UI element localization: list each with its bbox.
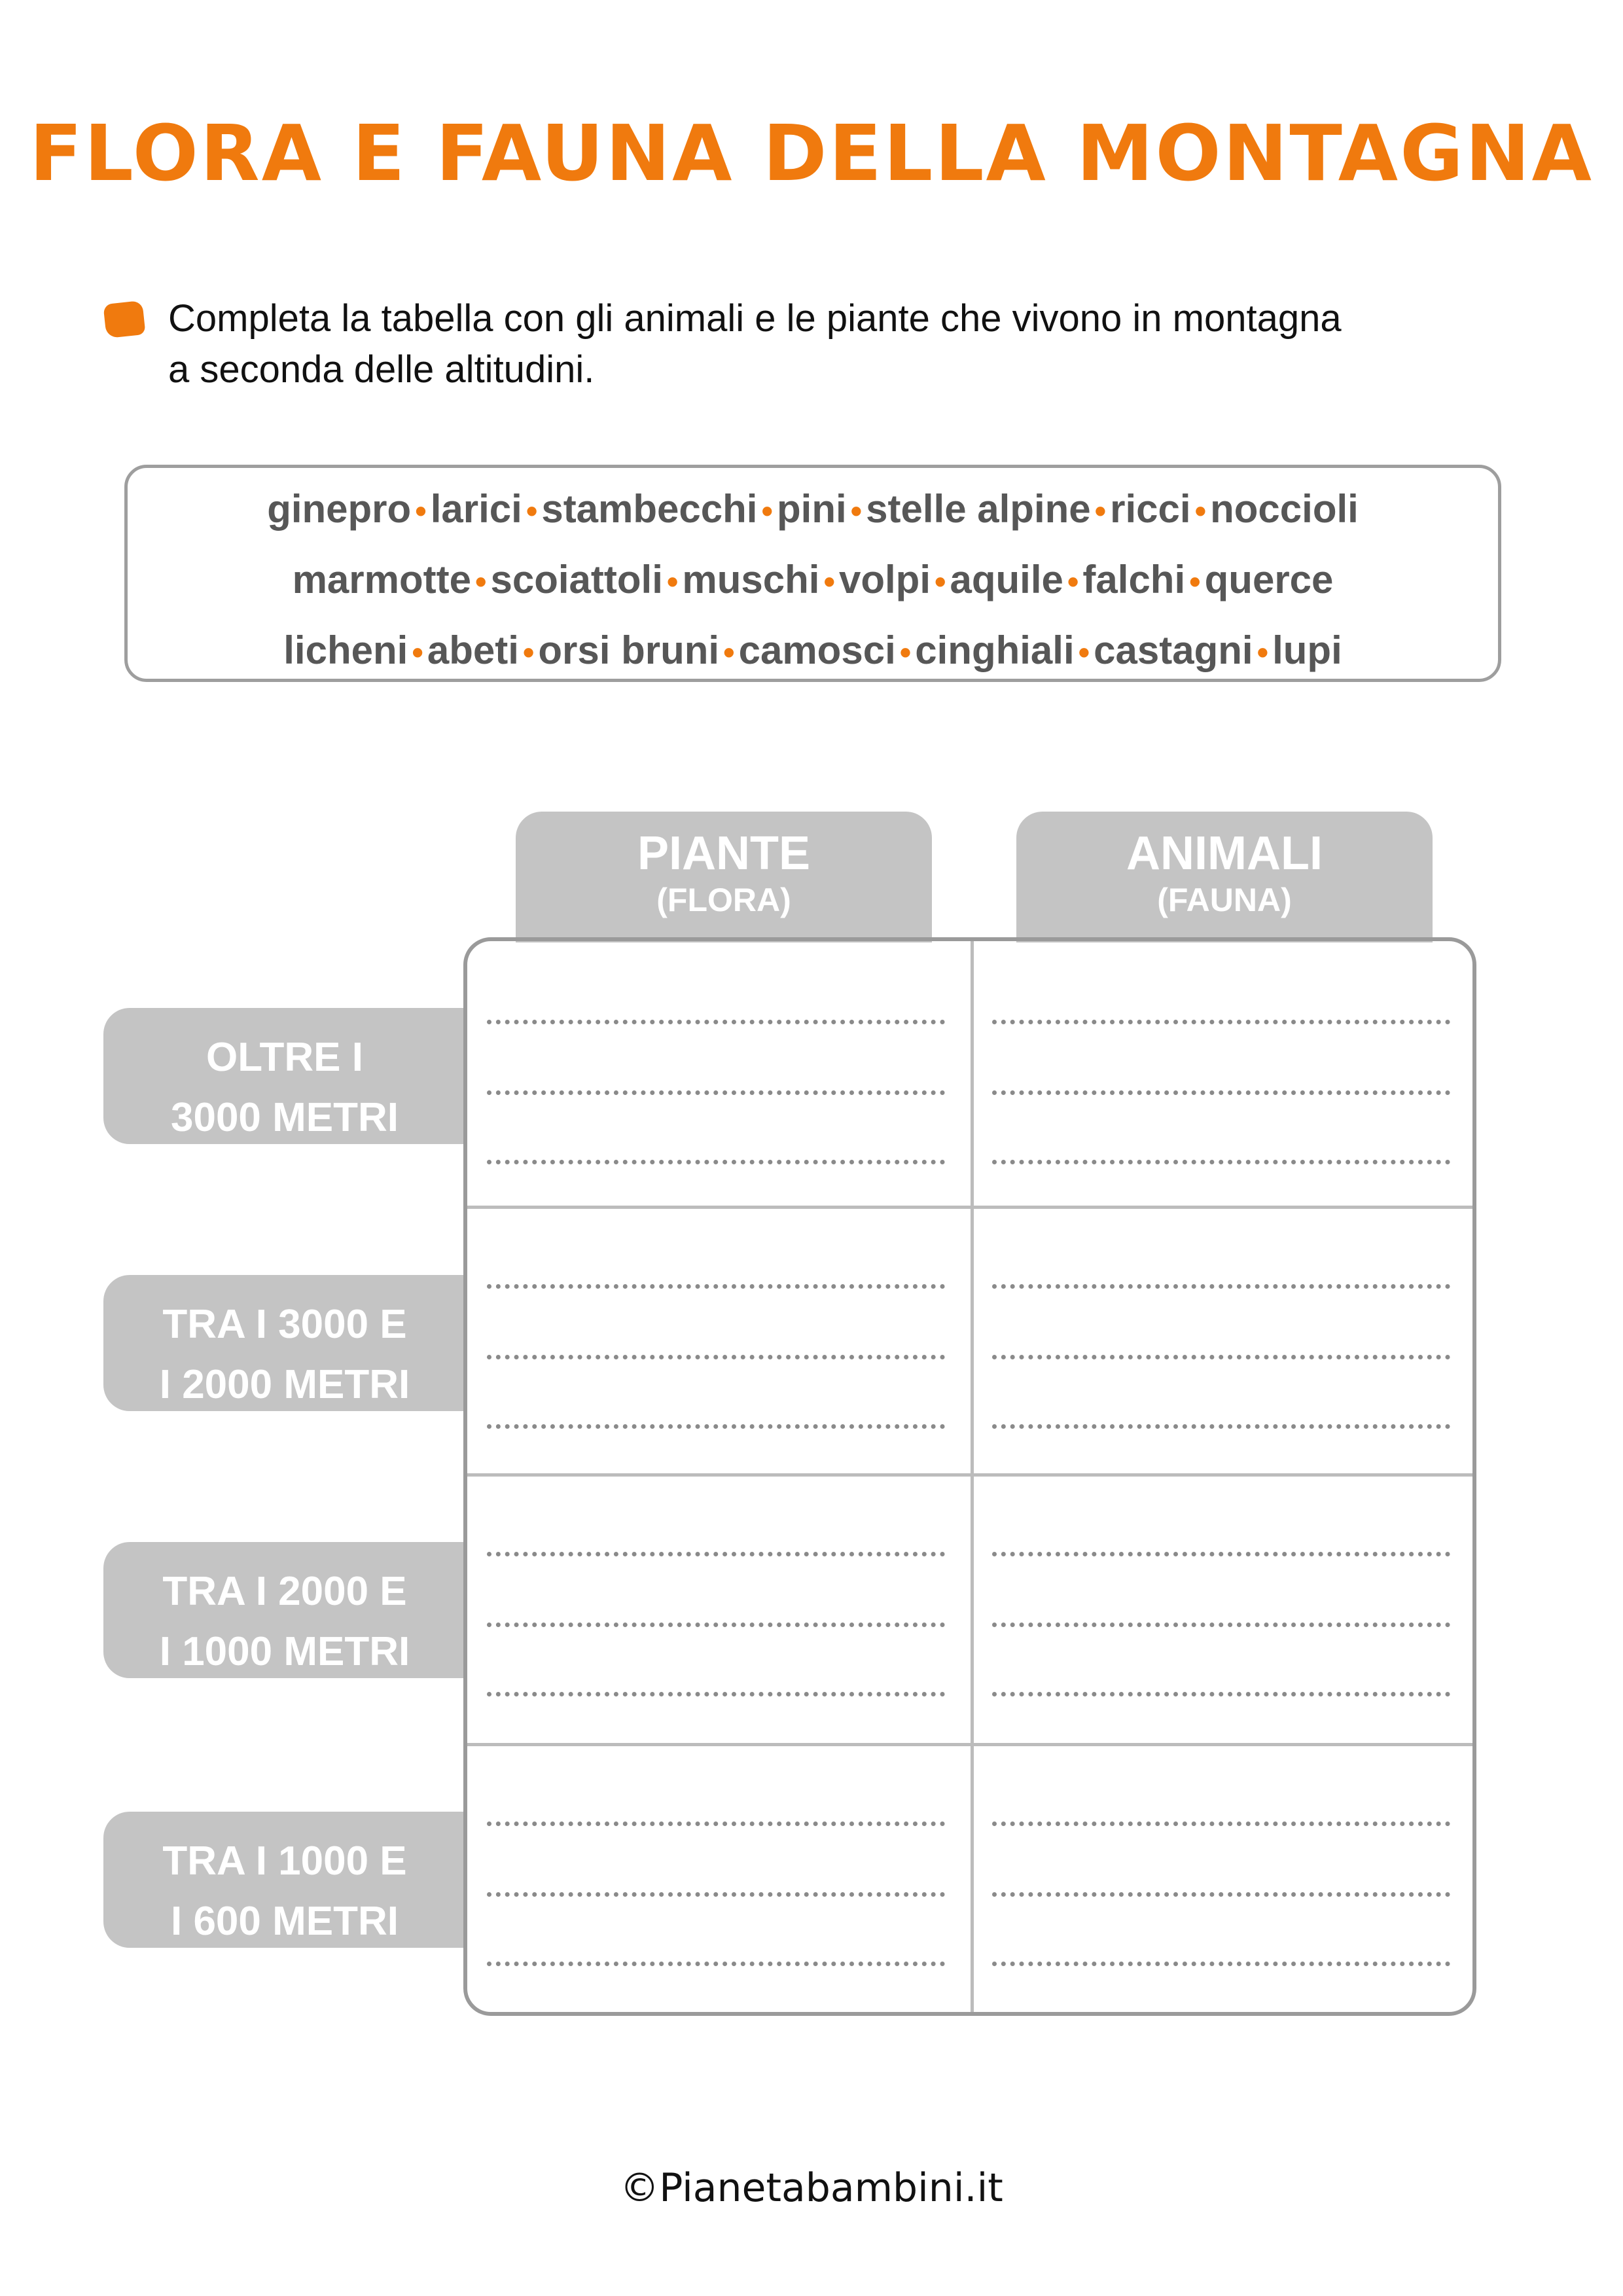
writing-line-input[interactable] bbox=[487, 1355, 945, 1359]
separator-dot-icon: • bbox=[666, 564, 679, 600]
word: ricci bbox=[1110, 487, 1191, 531]
word: lupi bbox=[1272, 628, 1342, 672]
separator-dot-icon: • bbox=[415, 493, 427, 529]
separator-dot-icon: • bbox=[412, 634, 423, 671]
separator-dot-icon: • bbox=[1094, 493, 1107, 529]
word-bank-line-1 bbox=[128, 486, 1498, 531]
row-label-line: TRA I 1000 E bbox=[162, 1839, 407, 1884]
writing-line-input[interactable] bbox=[487, 1020, 945, 1024]
word: orsi bruni bbox=[538, 628, 720, 672]
separator-dot-icon: • bbox=[823, 564, 835, 600]
separator-dot-icon: • bbox=[1067, 564, 1079, 600]
row-label-1000-600 bbox=[103, 1812, 466, 1948]
row-label-3000-2000 bbox=[103, 1275, 466, 1411]
writing-line-input[interactable] bbox=[992, 1355, 1450, 1359]
writing-line-input[interactable] bbox=[992, 1424, 1450, 1429]
row-divider bbox=[467, 1473, 1472, 1477]
writing-line-input[interactable] bbox=[992, 1552, 1450, 1556]
writing-line-input[interactable] bbox=[487, 1284, 945, 1289]
instruction-line-2: a seconda delle altitudini. bbox=[168, 348, 595, 391]
writing-line-input[interactable] bbox=[487, 1892, 945, 1897]
separator-dot-icon: • bbox=[723, 634, 735, 671]
word: licheni bbox=[283, 628, 408, 672]
word: scoiattoli bbox=[490, 558, 663, 601]
column-title: ANIMALI bbox=[1126, 827, 1323, 880]
row-label-line: I 2000 METRI bbox=[159, 1362, 410, 1407]
writing-line-input[interactable] bbox=[992, 1692, 1450, 1696]
word: camosci bbox=[738, 628, 896, 672]
word-bank-line-2 bbox=[128, 557, 1498, 602]
writing-line-input[interactable] bbox=[487, 1692, 945, 1696]
writing-line-input[interactable] bbox=[992, 1160, 1450, 1164]
word: marmotte bbox=[292, 558, 471, 601]
footer-copyright: ©Pianetabambini.it bbox=[620, 2165, 1003, 2211]
column-header-flora bbox=[516, 812, 932, 942]
word: querce bbox=[1204, 558, 1334, 601]
row-label-line: I 600 METRI bbox=[171, 1899, 399, 1944]
row-label-line: I 1000 METRI bbox=[159, 1629, 410, 1674]
separator-dot-icon: • bbox=[850, 493, 863, 529]
row-label-line: TRA I 3000 E bbox=[162, 1302, 407, 1347]
row-label-2000-1000 bbox=[103, 1542, 466, 1678]
column-header-fauna bbox=[1016, 812, 1433, 942]
separator-dot-icon: • bbox=[761, 493, 773, 529]
answer-grid bbox=[463, 937, 1476, 2016]
word: noccioli bbox=[1210, 487, 1359, 531]
writing-line-input[interactable] bbox=[992, 1892, 1450, 1897]
instruction-text bbox=[168, 293, 1543, 395]
writing-line-input[interactable] bbox=[992, 1284, 1450, 1289]
word: larici bbox=[430, 487, 522, 531]
separator-dot-icon: • bbox=[1078, 634, 1090, 671]
separator-dot-icon: • bbox=[474, 564, 487, 600]
word: cinghiali bbox=[915, 628, 1075, 672]
row-label-line: OLTRE I bbox=[206, 1035, 363, 1080]
writing-line-input[interactable] bbox=[992, 1821, 1450, 1826]
separator-dot-icon: • bbox=[1189, 564, 1201, 600]
separator-dot-icon: • bbox=[526, 493, 538, 529]
word: stambecchi bbox=[541, 487, 758, 531]
word-bank-line-3 bbox=[128, 628, 1498, 673]
separator-dot-icon: • bbox=[899, 634, 912, 671]
word: muschi bbox=[682, 558, 820, 601]
column-divider bbox=[971, 941, 974, 2012]
writing-line-input[interactable] bbox=[487, 1160, 945, 1164]
column-subtitle: (FAUNA) bbox=[1157, 882, 1292, 918]
column-subtitle: (FLORA) bbox=[656, 882, 791, 918]
separator-dot-icon: • bbox=[1194, 493, 1207, 529]
writing-line-input[interactable] bbox=[992, 1623, 1450, 1627]
writing-line-input[interactable] bbox=[487, 1552, 945, 1556]
instruction-line-1: Completa la tabella con gli animali e le piante che vivono in montagna bbox=[168, 297, 1342, 340]
word: volpi bbox=[838, 558, 931, 601]
writing-line-input[interactable] bbox=[487, 1090, 945, 1095]
word: aquile bbox=[950, 558, 1063, 601]
separator-dot-icon: • bbox=[522, 634, 535, 671]
writing-line-input[interactable] bbox=[487, 1821, 945, 1826]
word: abeti bbox=[427, 628, 519, 672]
row-label-over-3000 bbox=[103, 1008, 466, 1144]
row-label-line: TRA I 2000 E bbox=[162, 1569, 407, 1614]
column-title: PIANTE bbox=[637, 827, 811, 880]
word: castagni bbox=[1094, 628, 1253, 672]
row-label-line: 3000 METRI bbox=[170, 1095, 399, 1140]
writing-line-input[interactable] bbox=[992, 1090, 1450, 1095]
separator-dot-icon: • bbox=[1257, 634, 1269, 671]
word-bank bbox=[124, 465, 1501, 682]
separator-dot-icon: • bbox=[935, 564, 946, 600]
word: falchi bbox=[1082, 558, 1186, 601]
page-title: FLORA E FAUNA DELLA MONTAGNA bbox=[29, 108, 1594, 198]
word: stelle alpine bbox=[866, 487, 1091, 531]
instruction-bullet-icon bbox=[103, 300, 145, 338]
row-divider bbox=[467, 1206, 1472, 1209]
writing-line-input[interactable] bbox=[487, 1424, 945, 1429]
row-divider bbox=[467, 1743, 1472, 1746]
writing-line-input[interactable] bbox=[487, 1962, 945, 1966]
word: pini bbox=[777, 487, 847, 531]
word: ginepro bbox=[267, 487, 412, 531]
writing-line-input[interactable] bbox=[487, 1623, 945, 1627]
writing-line-input[interactable] bbox=[992, 1962, 1450, 1966]
writing-line-input[interactable] bbox=[992, 1020, 1450, 1024]
